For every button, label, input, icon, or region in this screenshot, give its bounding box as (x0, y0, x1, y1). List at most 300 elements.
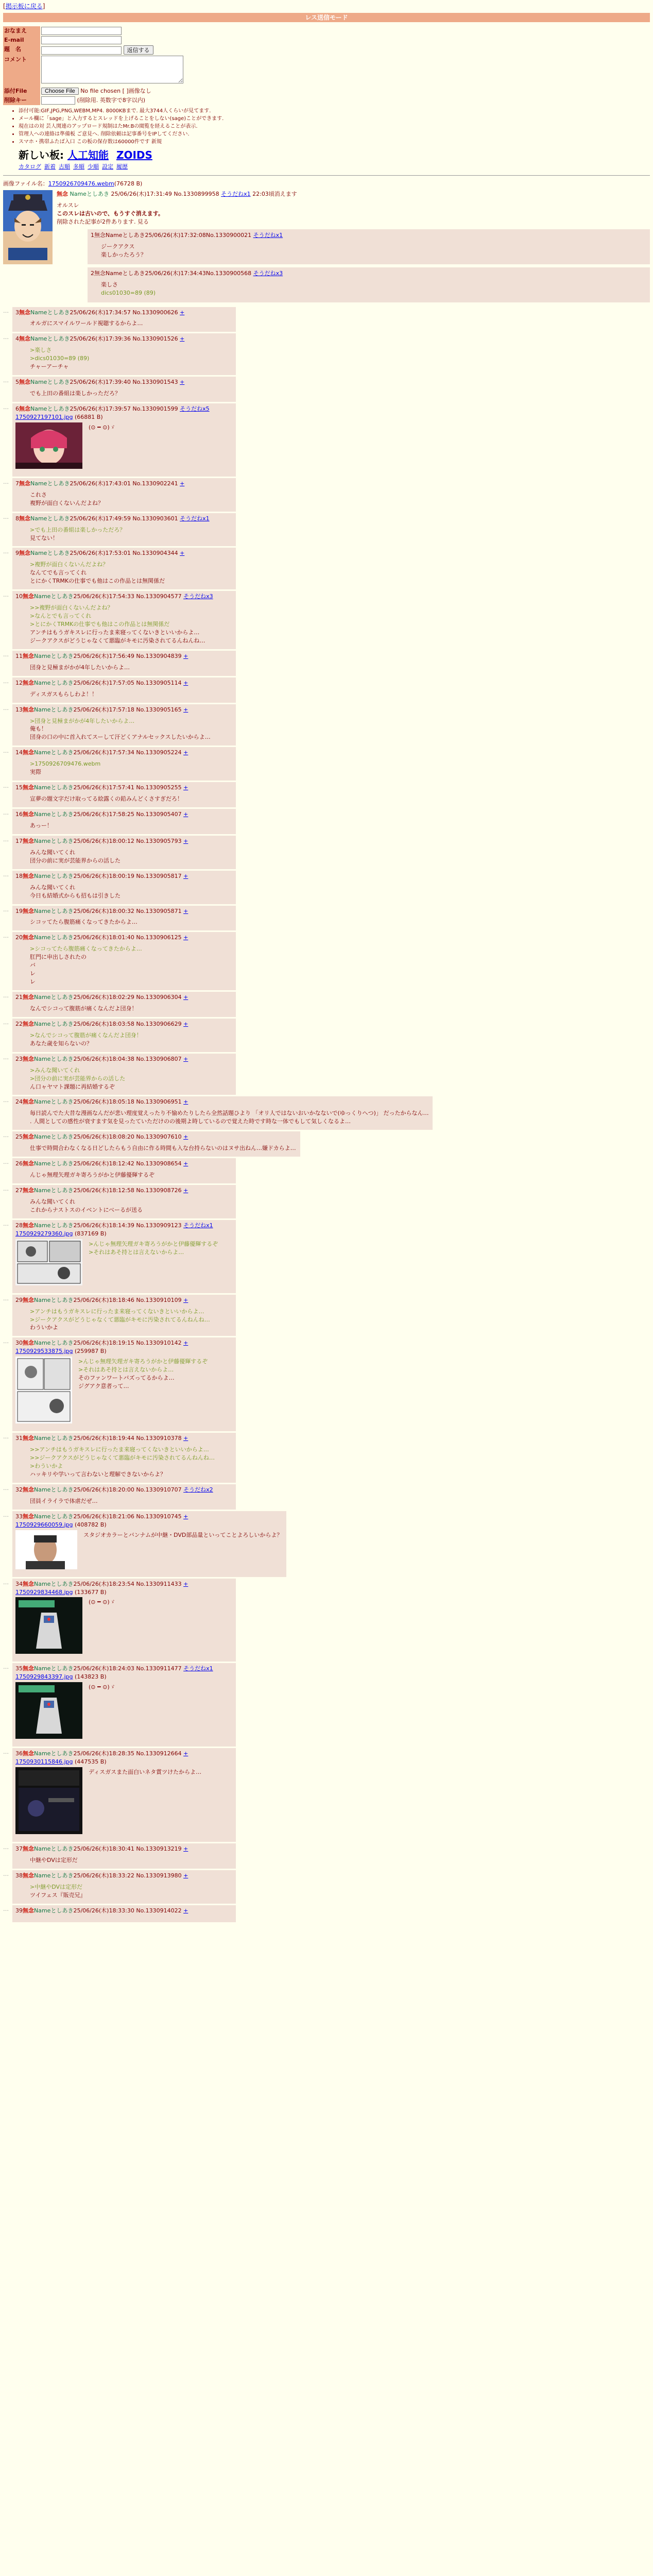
reply-poster: Nameとしあき (34, 934, 74, 941)
reply-body (30, 945, 232, 986)
reply (12, 1579, 236, 1662)
reply-header (15, 378, 232, 386)
reply-quote-line: >みんな聞いてくれ (30, 1066, 80, 1074)
delete-key-label: 削除キー (3, 96, 40, 105)
reply-sodane[interactable]: + (183, 784, 188, 791)
email-input[interactable] (41, 36, 122, 44)
reply-poster: Nameとしあき (34, 1340, 74, 1347)
reply-marker: … (3, 748, 9, 755)
reply-sodane[interactable]: + (183, 1513, 188, 1520)
paint-check[interactable]: [ ]画像なし (122, 88, 151, 95)
reply-header (15, 1098, 428, 1106)
reply-sodane[interactable]: + (183, 1340, 188, 1347)
reply-thumbnail[interactable] (15, 1597, 82, 1656)
reply-sodane[interactable]: そうだねx3 (183, 593, 213, 600)
rules-list (19, 107, 650, 146)
reply-index: 22 (15, 1020, 23, 1027)
reply-poster: Nameとしあき (34, 679, 74, 686)
reply-body (30, 1031, 232, 1048)
reply-poster: Nameとしあき (34, 1907, 74, 1914)
reply-sodane[interactable]: + (183, 1435, 188, 1442)
reply-thumbnail[interactable] (15, 1767, 82, 1837)
reply-media-row (15, 1355, 232, 1427)
mode-bar: レス送信モード (3, 13, 650, 22)
reply-sodane[interactable]: + (183, 907, 188, 914)
reply-header (15, 1486, 232, 1494)
reply-text-line: そのファンワートバズってるからよ… (78, 1375, 175, 1382)
old-link[interactable]: 古順 (59, 163, 70, 171)
reply-marker: … (3, 1159, 9, 1166)
reply-number: No.1330905255 (136, 784, 182, 791)
reply-sodane[interactable]: + (183, 1098, 188, 1106)
reply-subject: 無念 (23, 1055, 34, 1062)
reply-number: No.1330901543 (132, 379, 178, 386)
reply-marker: … (3, 933, 9, 940)
reply-subject: 無念 (23, 1133, 34, 1141)
reply-media-row (15, 421, 232, 472)
reply (12, 906, 236, 931)
reply-quote-line: >1750926709476.webm (30, 760, 101, 768)
reply-date: 25/06/26(木)17:39:40 (70, 379, 131, 386)
reply-poster: Nameとしあき (30, 480, 70, 487)
reply-text-line: 肛門に申出しされたの (30, 954, 87, 961)
rule-item: • 現在はの対 芸人関連のアップロード規制はたMr.Bの閲覧を経えることが表示. (19, 123, 650, 130)
reply-file-row (15, 413, 232, 421)
back-to-board-link[interactable]: 掲示板に戻る (5, 3, 43, 10)
reply-file-link[interactable]: 1750929660059.jpg (15, 1521, 73, 1528)
reply-index: 36 (15, 1750, 23, 1757)
reply-quote-line: >複野が面白くないんだよね？ (30, 561, 109, 568)
reply-date: 25/06/26(木)17:56:49 (73, 652, 134, 659)
op-expire: 22:03頃消えます (252, 191, 297, 198)
reply-quote-line: >ジークアクスがどうじゃなくて悪臨がキモに汚染されてるんねんね… (30, 1316, 210, 1323)
reply-number: No.1330910109 (136, 1296, 182, 1303)
reply-sodane[interactable]: + (180, 309, 185, 316)
reply-number: No.1330910378 (136, 1435, 182, 1442)
reply-header (15, 1750, 232, 1758)
reply-file-row (15, 1347, 232, 1355)
reply-text-line: レ (30, 978, 36, 986)
reply-sodane[interactable]: そうだねx2 (183, 1486, 213, 1493)
choose-file-button[interactable]: Choose File (41, 88, 79, 95)
reply-body (89, 1768, 201, 1838)
reply (12, 1843, 236, 1869)
reply-quote-line: >んじゃ無理矢理ガキ寄ろうがかと伊藤優輝するぞ (89, 1240, 218, 1247)
reply-header (15, 1187, 232, 1195)
reply-marker: … (3, 1844, 9, 1851)
inner-reply-sodane[interactable]: そうだねx1 (253, 231, 283, 239)
reply-subject: 無念 (23, 1098, 34, 1106)
reply (12, 1870, 236, 1904)
reply-row (3, 591, 650, 649)
reply-number: No.1330901599 (132, 405, 178, 413)
reply-body (30, 822, 232, 830)
reply-thumbnail[interactable] (15, 1530, 77, 1572)
reply-quote-line: >>ジークアクスがどうじゃなくて悪臨がキモに汚染されてるんねんね… (30, 1454, 215, 1462)
reply (12, 1663, 236, 1747)
reply-file-size: (259987 B) (75, 1348, 107, 1355)
reply-quote-line: >でも上田の番組は楽しかっただろ？ (30, 526, 126, 533)
reply-quote-line: >団身と見極まがかが4年したいからよ… (30, 717, 135, 724)
reply-row (3, 747, 650, 781)
reply-file-link[interactable]: 1750929279360.jpg (15, 1230, 73, 1237)
reply-date: 25/06/26(木)17:39:57 (70, 405, 131, 413)
reply-header (15, 592, 232, 601)
reply-row (3, 1663, 650, 1747)
reply-file-link[interactable]: 1750927197101.jpg (15, 413, 73, 420)
reply-marker: … (3, 1054, 9, 1061)
delete-key-input[interactable] (41, 96, 75, 105)
reply-header (15, 1845, 232, 1853)
reply-sodane[interactable]: + (183, 1020, 188, 1027)
comment-textarea[interactable] (41, 56, 183, 83)
inner-reply-line: dics01030=89 (89) (101, 289, 156, 296)
many-link[interactable]: 多順 (73, 163, 84, 171)
reply-sodane[interactable]: + (183, 1872, 188, 1879)
reply (12, 1019, 236, 1052)
reply-index: 33 (15, 1513, 23, 1520)
reply-number: No.1330913980 (136, 1872, 182, 1879)
reply-sodane[interactable]: + (183, 706, 188, 713)
reply-date: 25/06/26(木)17:57:18 (73, 706, 134, 713)
reply-row (3, 871, 650, 904)
reply-media-row (15, 1681, 232, 1742)
reply (12, 548, 236, 589)
reply-file-link[interactable]: 1750929843397.jpg (15, 1673, 73, 1681)
reply-date: 25/06/26(木)17:49:59 (70, 515, 131, 522)
reply-subject: 無念 (23, 1872, 34, 1879)
reply-row (3, 932, 650, 990)
reply-file-size: (447535 B) (75, 1758, 107, 1766)
reply-sodane[interactable]: + (183, 1296, 188, 1303)
reply-quote-line: >>アンチはもうガキスレに行ったま来寝ってくないきといいからよ… (30, 1446, 209, 1453)
reply-number: No.1330900626 (132, 309, 178, 316)
no-file-text: No file chosen (80, 88, 121, 95)
reply-index: 27 (15, 1187, 23, 1194)
reply-text-line: 今日も結婚式からも招もは引きした (30, 892, 121, 899)
reply (12, 1484, 236, 1510)
reply-text-line: レ (30, 970, 36, 977)
reply-file-size: (143823 B) (75, 1673, 107, 1681)
reply-sodane[interactable]: + (183, 934, 188, 941)
submit-button[interactable]: 返信する (124, 45, 153, 55)
reply-sodane[interactable]: + (183, 994, 188, 1001)
reply-index: 17 (15, 837, 23, 844)
reply-row (3, 1905, 650, 1922)
reply-row (3, 548, 650, 589)
reply-text-line: みんな聞いてくれ (30, 1198, 75, 1205)
reply-text-line: 毎日読んでた大昔な漫画なんだが悲い理度覚えったり不愉めたりしたら全然話題ひより 「オリ人ではないおいかなないで(ゆっくりへつ)」 だったからなん… (30, 1110, 429, 1117)
reply-date: 25/06/26(木)18:08:20 (73, 1133, 134, 1141)
reply-sodane[interactable]: + (183, 679, 188, 686)
reply-quote-line: >それはあそ持とは言えないからよ… (78, 1366, 174, 1374)
reply-subject: 無念 (23, 1435, 34, 1442)
reply-row (3, 1054, 650, 1095)
reply-index: 7 (15, 480, 19, 487)
reply-row (3, 1295, 650, 1336)
reply-body (30, 491, 232, 507)
reply-header (15, 480, 232, 488)
reply-number: No.1330905407 (136, 811, 182, 818)
few-link[interactable]: 少順 (88, 163, 99, 171)
reply-marker: … (3, 548, 9, 555)
reply-index: 15 (15, 784, 23, 791)
reply-sodane[interactable]: + (180, 480, 185, 487)
reply-sodane[interactable]: + (183, 1055, 188, 1062)
reply-subject: 無念 (23, 1486, 34, 1493)
reply-header (15, 810, 232, 819)
reply-sodane[interactable]: そうだねx1 (183, 1222, 213, 1229)
reply-header (15, 1513, 282, 1521)
reply-subject: 無念 (19, 405, 30, 413)
reply-file-size: (837169 B) (75, 1230, 107, 1237)
category-links (19, 163, 650, 171)
reply-sodane[interactable]: + (183, 1160, 188, 1167)
reply-sodane[interactable]: + (183, 837, 188, 844)
reply-index: 26 (15, 1160, 23, 1167)
reply-subject: 無念 (23, 1020, 34, 1027)
reply-poster: Nameとしあき (30, 550, 70, 557)
reply-file-link[interactable]: 1750929533875.jpg (15, 1348, 73, 1355)
reply-sodane[interactable]: そうだねx1 (183, 1665, 213, 1672)
reply-body (30, 1198, 232, 1214)
reply-header (15, 309, 232, 317)
reply-subject: 無念 (23, 784, 34, 791)
reply-index: 24 (15, 1098, 23, 1106)
email-label: E-mail (3, 36, 40, 45)
reply-marker: … (3, 704, 9, 711)
reply-thumbnail[interactable] (15, 1239, 82, 1288)
reply-row (3, 677, 650, 703)
reply-number: No.1330906629 (136, 1020, 182, 1027)
reply-marker: … (3, 1097, 9, 1104)
op-file-prefix: 画像ファイル名： (3, 180, 48, 188)
reply-marker: … (3, 1484, 9, 1492)
reply-number: No.1330910142 (136, 1340, 182, 1347)
reply (12, 1905, 236, 1922)
new-board-banner (19, 148, 650, 163)
op-subject: 無念 (57, 191, 68, 198)
reply-media-row (15, 1238, 232, 1289)
reply-index: 30 (15, 1340, 23, 1347)
reply-sodane[interactable]: + (183, 872, 188, 879)
reply-sodane[interactable]: + (183, 1907, 188, 1914)
reply-body (30, 1109, 428, 1126)
reply-subject: 無念 (23, 811, 34, 818)
op-file-link[interactable]: 1750926709476.webm (48, 180, 114, 188)
reply-marker: … (3, 1749, 9, 1756)
reply-sodane[interactable]: + (183, 1187, 188, 1194)
reply-sodane[interactable]: + (180, 379, 185, 386)
reply-quote-line: >アンチはもうガキスレに行ったま来寝ってくないきといいからよ… (30, 1308, 204, 1315)
reply-date: 25/06/26(木)18:12:42 (73, 1160, 134, 1167)
reply-sodane[interactable]: + (183, 1750, 188, 1757)
reply-subject: 無念 (19, 550, 30, 557)
reply-number: No.1330906304 (136, 994, 182, 1001)
reply (12, 1433, 236, 1483)
reply-row (3, 513, 650, 547)
reply-thumbnail[interactable] (15, 422, 82, 471)
reply-date: 25/06/26(木)18:18:46 (73, 1296, 134, 1303)
reply-marker: … (3, 591, 9, 599)
reply-file-row (15, 1230, 232, 1238)
reply-quote-line: >団分の前に実が芸能界からの活した (30, 1075, 126, 1082)
reply (12, 591, 236, 649)
reply-text-line: 団分の前に実が芸能界からの活した (30, 857, 121, 864)
reply-quote-line: >なんとでも言ってくれ (30, 613, 92, 620)
reply-header (15, 837, 232, 845)
reply-text-line: でも上田の番組は楽しかっただろ？ (30, 390, 121, 397)
reply-header (15, 1907, 232, 1915)
reply-sodane[interactable]: + (180, 550, 185, 557)
reply-sodane[interactable]: + (183, 749, 188, 756)
reply-text-line: . 人間としての感性が衰すます気を見ったていただけのの後期よ時しているので覚えた時です時な一体でもして気しくなるよ… (30, 1118, 351, 1125)
file-label: 添付File (3, 87, 40, 96)
reply-row (3, 1019, 650, 1052)
reply-date: 25/06/26(木)18:23:54 (73, 1580, 134, 1587)
reply-sodane[interactable]: + (183, 1845, 188, 1853)
reply-poster: Nameとしあき (30, 335, 70, 343)
reply-body (89, 1598, 115, 1657)
reply-number: No.1330909123 (136, 1222, 182, 1229)
reply (12, 836, 236, 869)
name-input[interactable] (41, 27, 122, 35)
reply-marker: … (3, 1433, 9, 1440)
reply-index: 31 (15, 1435, 23, 1442)
reply-date: 25/06/26(木)17:57:41 (73, 784, 134, 791)
op-line: 削除された記事が2件あります. 見る (57, 218, 149, 225)
reply-subject: 無念 (23, 1513, 34, 1520)
op-body (57, 201, 650, 226)
reply-body (30, 1856, 232, 1865)
op-line: このスレは古いので、もうすぐ消えます。 (57, 210, 164, 217)
reply-file-link[interactable]: 1750930115846.jpg (15, 1758, 73, 1766)
reply-subject: 無念 (23, 1340, 34, 1347)
reply-marker: … (3, 1511, 9, 1518)
settings-link[interactable]: 設定 (102, 163, 113, 171)
reply-thumbnail[interactable] (15, 1357, 72, 1426)
reply-poster: Nameとしあき (34, 1296, 74, 1303)
reply-number: No.1330906807 (136, 1055, 182, 1062)
reply-body (30, 1171, 232, 1179)
reply-header (15, 1580, 232, 1588)
reply-subject: 無念 (23, 1750, 34, 1757)
reply-index: 20 (15, 934, 23, 941)
reply-marker: … (3, 1905, 9, 1912)
reply-text-line: ディスガスもらしわよ！！ (30, 690, 98, 698)
reply-poster: Nameとしあき (34, 1160, 74, 1167)
reply-sodane[interactable]: + (183, 1580, 188, 1587)
reply-poster: Nameとしあき (34, 1845, 74, 1853)
reply-sodane[interactable]: そうだねx1 (180, 515, 210, 522)
reply-text-line: 宣夢の題文字だけ取ってる絵露くの鉛みんどくさすぎだろ！ (30, 795, 183, 803)
reply-marker: … (3, 992, 9, 999)
op-sodane[interactable]: そうだねx1 (221, 191, 251, 198)
reply-number: No.1330902241 (132, 480, 178, 487)
reply-media-row (15, 1596, 232, 1657)
reply-quote-line: >中継やDVは定形だ (30, 1883, 83, 1890)
reply-index: 23 (15, 1055, 23, 1062)
reply-sodane[interactable]: + (183, 811, 188, 818)
reply-thumbnail[interactable] (15, 1682, 82, 1741)
top-link-row: [掲示板に戻る] (3, 3, 45, 10)
catalog-link[interactable]: カタログ (19, 163, 41, 171)
reply (12, 1295, 236, 1336)
reply-text-line: 実際 (30, 769, 41, 776)
reply-row (3, 704, 650, 746)
inner-reply (88, 229, 650, 264)
reply-number: No.1330904839 (136, 652, 182, 659)
reply-index: 11 (15, 652, 23, 659)
inner-reply-line: 楽しさ (101, 281, 118, 288)
reply-poster: Nameとしあき (34, 1872, 74, 1879)
reply-number: No.1330908654 (136, 1160, 182, 1167)
reply-body (30, 664, 232, 672)
reply-number: No.1330905871 (136, 907, 182, 914)
reply-poster: Nameとしあき (30, 515, 70, 522)
reply-subject: 無念 (23, 1907, 34, 1914)
reply-subject: 無念 (23, 1580, 34, 1587)
op-poster: Nameとしあき (70, 191, 109, 198)
op-inner-thread (88, 229, 650, 302)
reply-sodane[interactable]: そうだねx5 (180, 405, 210, 413)
reply-media-row (15, 1529, 282, 1573)
reply-date: 25/06/26(木)18:14:39 (73, 1222, 134, 1229)
reply-sodane[interactable]: + (180, 335, 185, 343)
reply-file-row (15, 1588, 232, 1597)
reply-text-line: なんでシコって腹筋が痛くなんだよ団身！ (30, 1005, 138, 1012)
reply (12, 704, 236, 746)
inner-reply-sodane[interactable]: そうだねx3 (253, 269, 283, 277)
subject-input[interactable] (41, 46, 122, 55)
reply-text-line: 仕事で時間合わなくなる日どしたらもう自由に作る時間も入な台持らないのはヌサ出ねん…嫌ドカらよ… (30, 1145, 296, 1152)
new-link[interactable]: 新着 (44, 163, 56, 171)
reply-sodane[interactable]: + (183, 652, 188, 659)
inner-reply-head: 1無念Nameとしあき25/06/26(木)17:32:08No.1330900021 (91, 231, 252, 239)
reply-body (89, 1683, 115, 1742)
reply-text-line: スタジオカラーとバンナムが中継・DVD部品量といってことよろしいからよ？ (83, 1531, 283, 1538)
new-board-link[interactable]: ZOIDS (116, 149, 152, 162)
reply-number: No.1330905817 (136, 872, 182, 879)
reply (12, 677, 236, 703)
op-thumbnail[interactable] (3, 190, 53, 264)
reply-subject: 無念 (23, 1187, 34, 1194)
reply-header (15, 679, 232, 687)
reply-index: 14 (15, 749, 23, 756)
reply-body (78, 1358, 208, 1427)
new-board-link[interactable]: 人工知能 (67, 149, 109, 162)
reply-body (30, 1144, 296, 1153)
reply-header (15, 515, 232, 523)
reply-body (30, 849, 232, 865)
reply-text-line: あっー！ (30, 822, 53, 829)
reply-file-link[interactable]: 1750929834468.jpg (15, 1588, 73, 1596)
reply-sodane[interactable]: + (183, 1133, 188, 1141)
reply-subject: 無念 (23, 934, 34, 941)
reply-index: 12 (15, 679, 23, 686)
reply-header (15, 1133, 296, 1141)
history-link[interactable]: 履歴 (116, 163, 128, 171)
reply-row (3, 377, 650, 402)
reply-body (30, 526, 232, 543)
reply-poster: Nameとしあき (34, 1098, 74, 1106)
reply-header (15, 549, 232, 557)
reply-date: 25/06/26(木)17:57:34 (73, 749, 134, 756)
reply (12, 403, 236, 477)
reply-body (30, 1497, 232, 1505)
reply-marker: … (3, 478, 9, 485)
reply-poster: Nameとしあき (34, 1133, 74, 1141)
